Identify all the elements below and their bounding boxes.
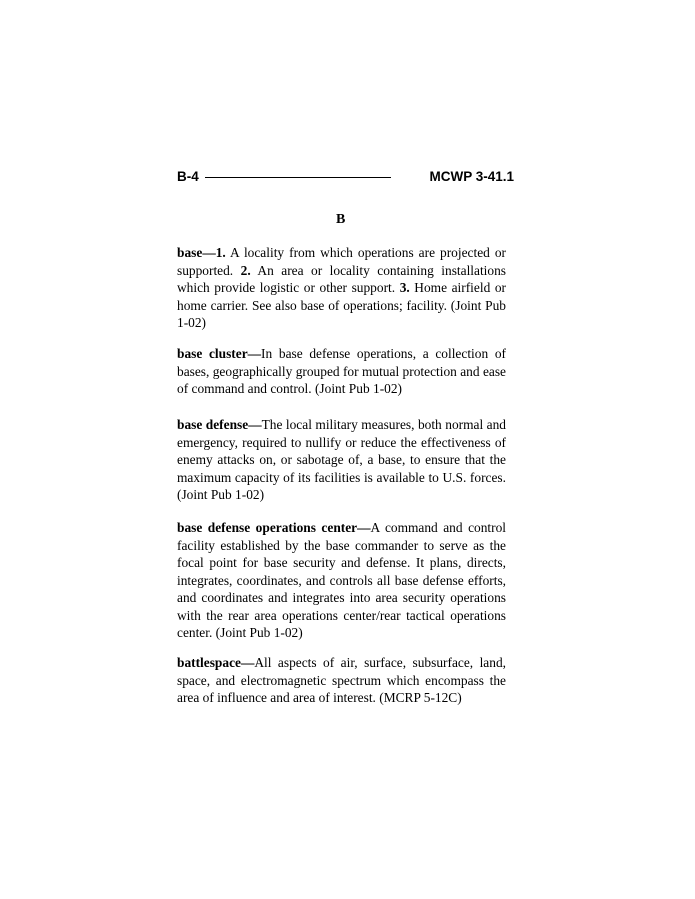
definition-text: A locality from which operations are projected or supported. [177, 245, 506, 278]
em-dash: — [202, 245, 216, 260]
definition-text: All aspects of air, surface, subsurface, land, space, and electromagnetic spectrum which encompass the area of influence and area of interest. (MCRP 5-12C) [177, 655, 506, 705]
glossary-entry-base-defense [177, 416, 506, 504]
definition-text: A command and control facility established by the base commander to serve as the focal point for base security and defense. It plans, directs, integrates, coordinates, and controls all base defense efforts, and coordinates and integrates into area security operations with the rear area operations center/rear tactical operations center. (Joint Pub 1-02) [177, 520, 506, 640]
definition-number: 1. [215, 245, 226, 260]
page-number: B-4 [177, 169, 199, 184]
definition-text: In base defense operations, a collection of bases, geographically grouped for mutual protection and ease of command and control. (Joint Pub 1-02) [177, 346, 506, 396]
glossary-entry-base [177, 244, 506, 332]
em-dash: — [247, 346, 262, 361]
entry-term: base [177, 245, 203, 260]
header-rule [205, 177, 391, 178]
entry-term: base defense operations center [177, 520, 358, 535]
definition-text: An area or locality containing installations which provide logistic or other support. [177, 262, 506, 295]
entry-term: base cluster [177, 346, 248, 361]
publication-id: MCWP 3-41.1 [429, 169, 514, 184]
definition-text: Home airfield or home carrier. See also base of operations; facility. (Joint Pub 1-02) [177, 280, 506, 330]
glossary-entry-battlespace [177, 654, 506, 707]
definition-number: 3. [399, 280, 410, 295]
glossary-entry-base-cluster [177, 345, 506, 398]
glossary-entry-base-defense-operations-center [177, 519, 506, 642]
em-dash: — [357, 520, 371, 535]
em-dash: — [240, 655, 255, 670]
entry-term: base defense [177, 417, 249, 432]
entry-term: battlespace [177, 655, 241, 670]
page-header [177, 168, 515, 186]
definition-text: The local military measures, both normal and emergency, required to nullify or reduce the effectiveness of enemy attacks on, or sabotage of, a base, to ensure that the maximum capacity of its facilities is available to U.S. forces. (Joint Pub 1-02) [177, 417, 506, 502]
definition-number: 2. [240, 262, 251, 278]
section-letter-heading: B [336, 212, 346, 227]
em-dash: — [248, 417, 262, 432]
